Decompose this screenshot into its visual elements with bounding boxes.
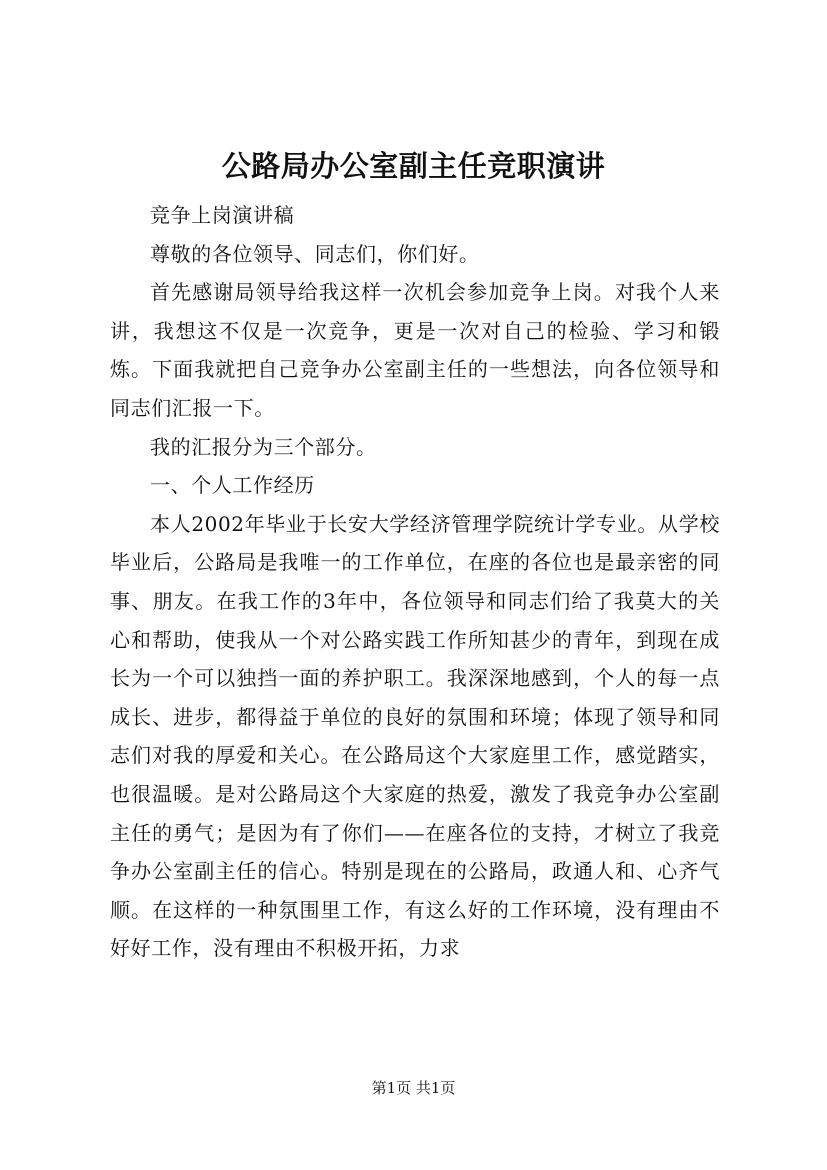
- paragraph-outline: 我的汇报分为三个部分。: [150, 434, 377, 459]
- paragraph-greeting: 尊敬的各位领导、同志们，你们好。: [150, 241, 480, 266]
- paragraph-subtitle: 竞争上岗演讲稿: [150, 203, 295, 227]
- document-body: [110, 196, 720, 968]
- page-footer: 第1页 共1页: [371, 1079, 456, 1097]
- paragraph-intro: 首先感谢局领导给我这样一次机会参加竞争上岗。对我个人来讲，我想这不仅是一次竞争，更是一次对自己的检验、学习和锻炼。下面我就把自己竞争办公室副主任的一些想法，向各位领导和同志们汇报一下。: [110, 280, 720, 420]
- document-title: 公路局办公室副主任竞职演讲: [221, 149, 606, 183]
- section-heading-work-experience: 一、个人工作经历: [150, 473, 315, 498]
- paragraph-work-experience: 本人2002年毕业于长安大学经济管理学院统计学专业。从学校毕业后，公路局是我唯一的工作单位，在座的各位也是最亲密的同事、朋友。在我工作的3年中，各位领导和同志们给了我莫大的关心和帮助，使我从一个对公路实践工作所知甚少的青年，到现在成长为一个可以独挡一面的养护职工。我深深地感到，个人的每一点成长、进步，都得益于单位的良好的氛围和环境；体现了领导和同志们对我的厚爱和关心。在公路局这个大家庭里工作，感觉踏实，也很温暖。是对公路局这个大家庭的热爱，激发了我竞争办公室副主任的勇气；是因为有了你们——在座各位的支持，才树立了我竞争办公室副主任的信心。特别是现在的公路局，政通人和、心齐气顺。在这样的一种氛围里工作，有这么好的工作环境，没有理由不好好工作，没有理由不积极开拓，力求: [110, 511, 720, 961]
